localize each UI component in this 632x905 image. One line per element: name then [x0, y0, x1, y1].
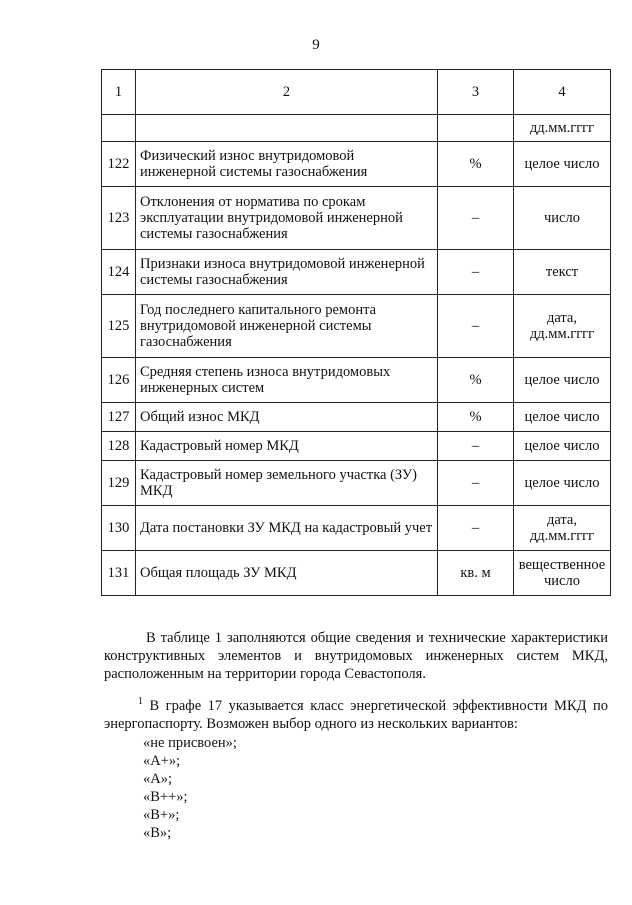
page-number: 9: [312, 37, 320, 53]
list-item: «В++»;: [143, 789, 188, 805]
row-name: Общий износ МКД: [136, 403, 438, 432]
row-type: текст: [514, 250, 611, 295]
row-unit: %: [438, 358, 514, 403]
row-name: Средняя степень износа внутридомовых инженерных систем: [136, 358, 438, 403]
row-name: Общая площадь ЗУ МКД: [136, 551, 438, 596]
row-name: Год последнего капитального ремонта внутридомовой инженерной системы газоснабжения: [136, 295, 438, 358]
row-type: целое число: [514, 432, 611, 461]
row-unit: –: [438, 461, 514, 506]
row-type: вещественное число: [514, 551, 611, 596]
column-header: 1: [102, 70, 136, 115]
row-number: 129: [102, 461, 136, 506]
row-name: Кадастровый номер МКД: [136, 432, 438, 461]
row-number: 130: [102, 506, 136, 551]
row-unit: –: [438, 432, 514, 461]
row-unit: кв. м: [438, 551, 514, 596]
column-header: 3: [438, 70, 514, 115]
table-row: [102, 403, 611, 432]
row-name: Признаки износа внутридомовой инженерной системы газоснабжения: [136, 250, 438, 295]
row-number: 127: [102, 403, 136, 432]
row-number: 123: [102, 187, 136, 250]
row-name: [136, 115, 438, 142]
list-item: «не присвоен»;: [143, 735, 237, 751]
footnote-text: В графе 17 указывается класс энергетической эффективности МКД по энергопаспорту. Возможен выбор одного из нескольких вариантов:: [104, 698, 608, 732]
table-row: [102, 506, 611, 551]
row-unit: –: [438, 295, 514, 358]
table-row: [102, 358, 611, 403]
row-type: дд.мм.гггг: [514, 115, 611, 142]
list-item: «А+»;: [143, 753, 181, 769]
table-row: [102, 187, 611, 250]
table-row: [102, 551, 611, 596]
body-paragraph: В таблице 1 заполняются общие сведения и технические характеристики конструктивных элементов и внутридомовых инженерных систем МКД, расположенным на территории города Севастополя.: [104, 630, 608, 682]
row-number: 128: [102, 432, 136, 461]
row-type: число: [514, 187, 611, 250]
row-unit: [438, 115, 514, 142]
row-name: Физический износ внутридомовой инженерной системы газоснабжения: [136, 142, 438, 187]
table-row: [102, 250, 611, 295]
row-number: 126: [102, 358, 136, 403]
row-name: Дата постановки ЗУ МКД на кадастровый учет: [136, 506, 438, 551]
list-item: «В+»;: [143, 807, 180, 823]
footnote: [104, 697, 608, 733]
row-type: целое число: [514, 358, 611, 403]
row-unit: –: [438, 506, 514, 551]
row-type: дата, дд.мм.гггг: [514, 506, 611, 551]
row-number: 122: [102, 142, 136, 187]
row-number: 131: [102, 551, 136, 596]
row-type: целое число: [514, 403, 611, 432]
table-row: [102, 142, 611, 187]
table-row: [102, 432, 611, 461]
table-row: [102, 295, 611, 358]
row-name: Отклонения от норматива по срокам эксплуатации внутридомовой инженерной системы газоснабжения: [136, 187, 438, 250]
row-type: целое число: [514, 142, 611, 187]
list-item: «А»;: [143, 771, 172, 787]
column-header: 4: [514, 70, 611, 115]
data-table: [101, 69, 611, 596]
row-unit: –: [438, 250, 514, 295]
row-type: дата, дд.мм.гггг: [514, 295, 611, 358]
table-row: [102, 115, 611, 142]
row-name: Кадастровый номер земельного участка (ЗУ) МКД: [136, 461, 438, 506]
footnote-marker: 1: [138, 696, 143, 708]
row-unit: –: [438, 187, 514, 250]
energy-class-options: [143, 734, 237, 842]
row-number: 124: [102, 250, 136, 295]
row-unit: %: [438, 403, 514, 432]
list-item: «В»;: [143, 825, 172, 841]
column-header: 2: [136, 70, 438, 115]
row-type: целое число: [514, 461, 611, 506]
table-row: [102, 461, 611, 506]
table-header-row: [102, 70, 611, 115]
row-number: [102, 115, 136, 142]
row-number: 125: [102, 295, 136, 358]
row-unit: %: [438, 142, 514, 187]
